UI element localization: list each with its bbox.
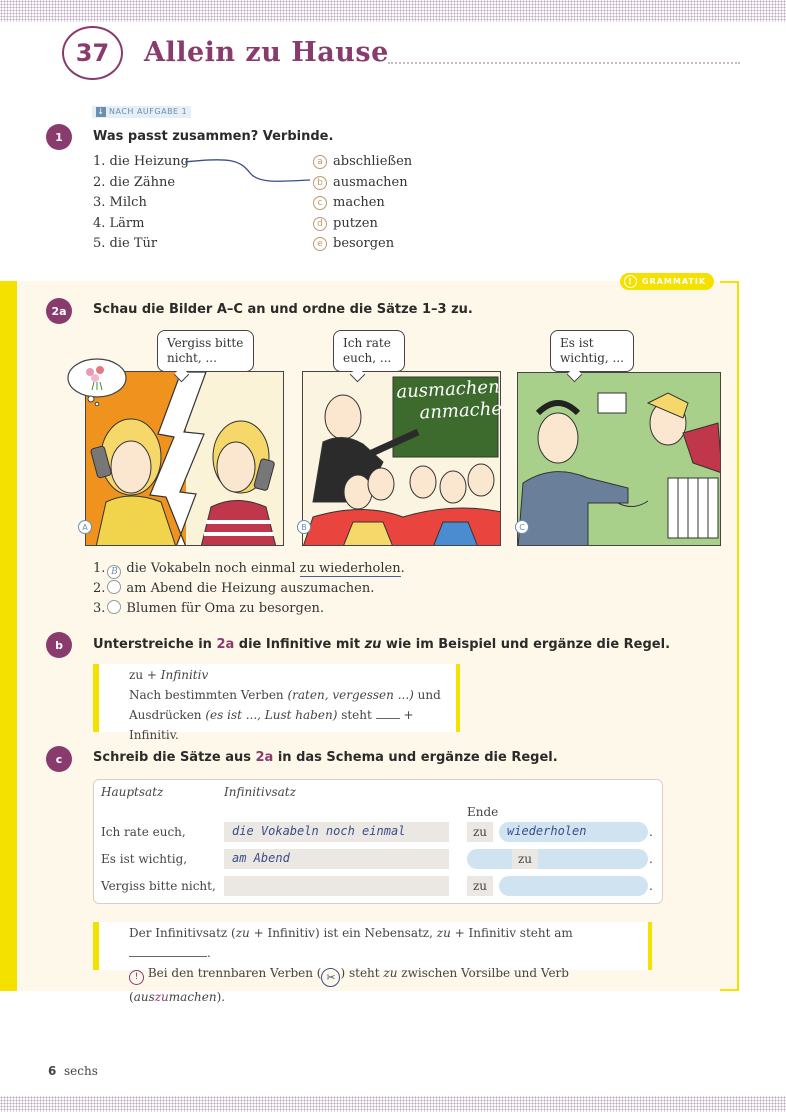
top-dot-border [0,0,786,22]
right-item-list [313,152,412,255]
option-letter: e [313,237,327,251]
sentence-2: 2. am Abend die Heizung auszumachen. [93,581,375,596]
exercise-2c-task: Schreib die Sätze aus 2a in das Schema und ergänze die Regel. [93,750,558,765]
schema-header-inf: Infinitivsatz [224,785,296,799]
picture-c [517,372,721,546]
schema-row-3-end-field[interactable] [499,876,648,896]
list-item: 5. die Tür [93,236,158,251]
list-item: e besorgen [313,234,412,255]
blackboard-line-1: ausmachen [395,376,501,403]
arrow-down-icon: ↓ [97,107,105,116]
page-footer [48,1064,98,1078]
rule-2c-line-2: ! Bei den trennbaren Verben ( ✂ ) steht zu zwischen Vorsilbe und Verb (auszumachen). [129,966,569,1004]
list-item: 2. die Zähne [93,174,176,190]
schema-row-2-inf-field[interactable]: am Abend [224,849,449,869]
option-letter: b [313,176,327,190]
rule-line-2: Ausdrücken (es ist ..., Lust haben) steht + Infinitiv. [129,708,414,742]
blackboard-line-2: anmache [419,398,503,424]
schema-row-1-zu: zu [467,822,493,842]
exercise-number-1: 1 [46,124,72,150]
answer-circle[interactable]: B [107,565,121,579]
speech-bubble-a: Vergiss bitte nicht, ... [157,330,254,372]
blank-field[interactable] [376,718,400,719]
bottom-dot-border [0,1096,786,1112]
schema-row-1-end-field[interactable]: wiederholen [499,822,648,842]
schema-row-1-main: Ich rate euch, [101,825,186,839]
picture-label-c: C [515,520,529,534]
rule-box-2c [93,922,652,1004]
schema-header-main: Hauptsatz [101,785,164,799]
list-item: 3. Milch [93,195,147,210]
option-letter: d [313,217,327,231]
schema-header-end: Ende [467,805,499,819]
picture-label-a: A [78,520,92,534]
sentence-1: 1. B die Vokabeln noch einmal zu wiederholen. [93,561,405,577]
option-letter: c [313,196,327,210]
exercise-number-2b: b [46,632,72,658]
rule-box-2b [93,664,460,742]
list-item: b ausmachen [313,173,412,194]
speech-bubble-b: Ich rate euch, ... [333,330,405,372]
schema-row-2-zu: zu [512,849,538,869]
left-item-list [93,152,189,255]
warning-icon: ! [129,970,144,985]
rule-heading: zu + Infinitiv [129,668,209,682]
blank-field[interactable] [129,956,207,957]
exercise-number-2c: c [46,746,72,772]
page-word: sechs [64,1064,98,1078]
schema-row-1-inf-field[interactable]: die Vokabeln noch einmal [224,822,449,842]
rule-line-1: Nach bestimmten Verben (raten, vergessen ...) und [129,688,441,702]
list-item: 4. Lärm [93,215,145,231]
schema-row-1-dot: . [649,825,653,839]
grammar-side-bar [0,281,17,991]
option-letter: a [313,155,327,169]
schema-row-3-dot: . [649,879,653,893]
picture-label-b: B [297,520,311,534]
schema-row-3-zu: zu [467,876,493,896]
connecting-line [180,155,320,190]
list-item: d putzen [313,214,412,235]
schema-row-2-main: Es ist wichtig, [101,852,188,866]
exercise-1-task: Was passt zusammen? Verbinde. [93,129,334,144]
answer-circle[interactable] [107,600,121,614]
page-title: Allein zu Hause [144,37,389,68]
blackboard-text [396,376,503,425]
schema-row-2-dot: . [649,852,653,866]
grammatik-badge: ! GRAMMATIK [620,273,714,290]
list-item: 1. die Heizung [93,154,189,169]
grammar-panel-border [720,281,739,991]
exclamation-icon: ! [624,275,637,288]
picture-c-illustration [518,373,721,546]
thought-bubble-flowers [64,356,130,406]
speech-bubble-c: Es ist wichtig, ... [550,330,634,372]
answer-circle[interactable] [107,580,121,594]
exercise-number-2a: 2a [46,298,72,324]
list-item: a abschließen [313,152,412,173]
list-item: c machen [313,193,412,214]
unit-number: 37 [62,26,123,80]
exercise-2b-task: Unterstreiche in 2a die Infinitive mit zu wie im Beispiel und ergänze die Regel. [93,637,671,652]
rule-2c-line-1: Der Infinitivsatz (zu + Infinitiv) ist ein Nebensatz, zu + Infinitiv steht am . [129,926,573,960]
schema-row-3-main: Vergiss bitte nicht, [101,879,216,893]
exercise-tag: ↓ NACH AUFGABE 1 [92,106,191,118]
sentence-3: 3. Blumen für Oma zu besorgen. [93,601,325,616]
title-dotted-line [388,62,740,64]
schema-row-3-inf-field[interactable] [224,876,449,896]
exercise-2a-task: Schau die Bilder A–C an und ordne die Sätze 1–3 zu. [93,302,473,317]
schema-row-2-end-field[interactable] [467,849,648,869]
underlined-infinitive: zu wiederholen [299,561,401,576]
scissors-icon: ✂ [321,968,340,987]
page-number: 6 [48,1064,57,1078]
